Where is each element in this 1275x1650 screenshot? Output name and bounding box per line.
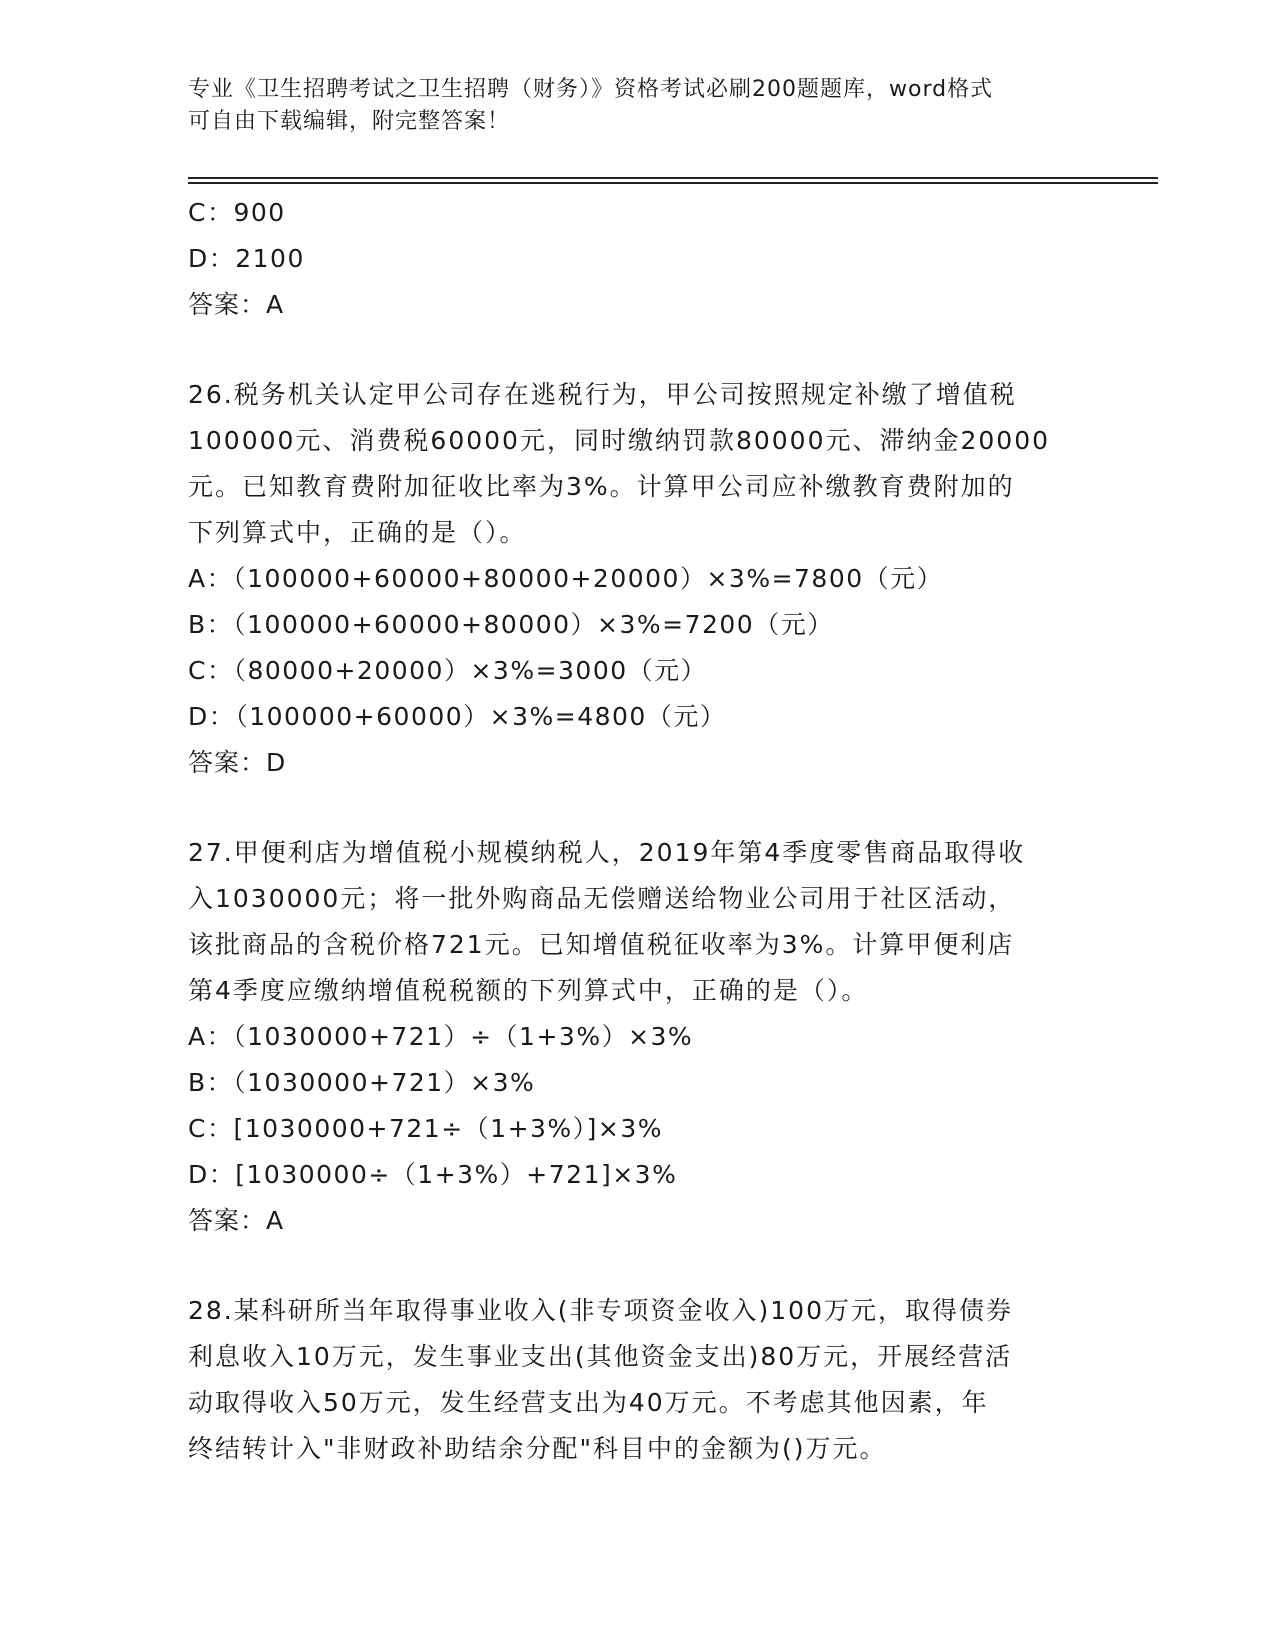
option-d: D：2100: [188, 244, 305, 273]
answer-line: 答案：D: [188, 748, 287, 777]
question-stem: 28.某科研所当年取得事业收入(非专项资金收入)100万元，取得债券 利息收入10万元，发生事业支出(其他资金支出)80万元，开展经营活 动取得收入50万元，发生经营支出为40万元。不考虑其他因素，年 终结转计入"非财政补助结余分配"科目中的金额为()万元。: [188, 1296, 1013, 1463]
option-a: A：（1030000+721）÷（1+3%）×3%: [188, 1022, 694, 1051]
question-26: [188, 372, 1088, 786]
option-d: D：（100000+60000）×3%=4800（元）: [188, 702, 727, 731]
question-stem: 27.甲便利店为增值税小规模纳税人，2019年第4季度零售商品取得收 入1030000元；将一批外购商品无偿赠送给物业公司用于社区活动， 该批商品的含税价格721元。已知增值税征收率为3%。计算甲便利店 第4季度应缴纳增值税税额的下列算式中，正确的是（）。: [188, 838, 1026, 1005]
option-d: D：[1030000÷（1+3%）+721]×3%: [188, 1160, 678, 1189]
document-header: 专业《卫生招聘考试之卫生招聘（财务）》资格考试必刷200题题库，word格式 可自由下载编辑，附完整答案！: [188, 77, 994, 134]
question-28: [188, 1288, 1088, 1472]
option-c: C：900: [188, 198, 286, 227]
answer-line: 答案：A: [188, 1206, 285, 1235]
option-b: B：（1030000+721）×3%: [188, 1068, 536, 1097]
option-c: C：（80000+20000）×3%=3000（元）: [188, 656, 708, 685]
answer-line: 答案：A: [188, 290, 285, 319]
header-divider-bottom: [188, 182, 1158, 184]
option-c: C：[1030000+721÷（1+3%）]×3%: [188, 1114, 664, 1143]
header-divider-top: [188, 177, 1158, 179]
question-stem: 26.税务机关认定甲公司存在逃税行为，甲公司按照规定补缴了增值税 100000元、消费税60000元，同时缴纳罚款80000元、滞纳金20000 元。已知教育费附加征收比率为3%。计算甲公司应补缴教育费附加的 下列算式中，正确的是（）。: [188, 380, 1051, 547]
option-b: B：（100000+60000+80000）×3%=7200（元）: [188, 610, 834, 639]
option-a: A：（100000+60000+80000+20000）×3%=7800（元）: [188, 564, 944, 593]
question-list: [188, 190, 1088, 1472]
question-27: [188, 830, 1088, 1244]
previous-question-tail: [188, 190, 1088, 328]
